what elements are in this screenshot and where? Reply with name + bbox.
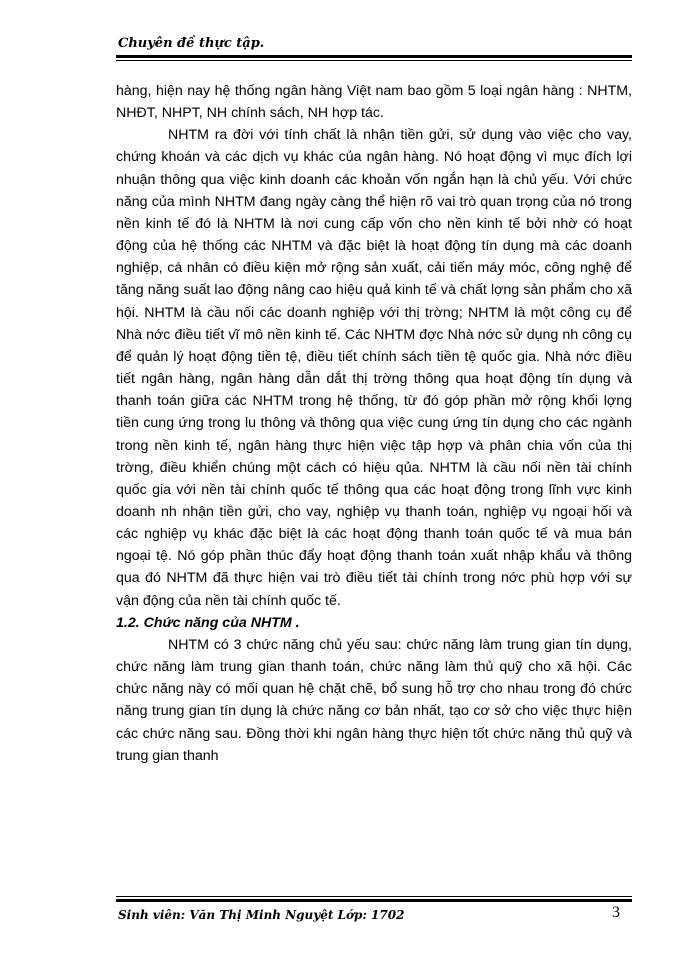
body-text	[116, 80, 632, 767]
header-title: Chuyên đề thực tập.	[118, 36, 265, 51]
page-number: 3	[612, 904, 620, 921]
footer-rule-thin	[116, 896, 632, 897]
footer-rule-thick	[116, 899, 632, 902]
header-rule-thick	[116, 55, 632, 58]
paragraph-3: NHTM có 3 chức năng chủ yếu sau: chức năng làm trung gian tín dụng, chức năng làm trung gian thanh toán, chức năng làm thủ quỹ cho xã hội. Các chức năng này có mối quan hệ chặt chẽ, bổ sung hỗ trợ cho nhau trong đó chức năng trung gian tín dụng là chức năng cơ bản nhất, tạo cơ sở cho việc thực hiện các chức năng sau. Đồng thời khi ngân hàng thực hiện tốt chức năng thủ quỹ và trung gian thanh	[116, 636, 632, 764]
section-heading: 1.2. Chức năng của NHTM .	[116, 614, 300, 631]
footer-student-info: Sinh viên: Văn Thị Minh Nguyệt Lớp: 1702	[118, 908, 405, 922]
paragraph-2: NHTM ra đời với tính chất là nhận tiền gửi, sử dụng vào việc cho vay, chứng khoán và các dịch vụ khác của ngân hàng. Nó hoạt động vì mục đích lợi nhuận thông qua việc kinh doanh các khoản vốn ngắn hạn là chủ yếu. Với chức năng của mình NHTM đang ngày càng thể hiện rõ vai trò quan trọng của nó trong nền kinh tế đó là NHTM là nơi cung cấp vốn cho nền kinh tế bởi nhờ có hoạt động của hệ thống các NHTM và đặc biệt là hoạt động tín dụng mà các doanh nghiệp, cá nhân có điều kiện mở rộng sản xuất, cải tiến máy móc, công nghệ để tăng năng suất lao động nâng cao hiệu quả kinh tế và chất lợng sản phẩm cho xã hội. NHTM là cầu nối các doanh nghiệp với thị trờng; NHTM là một công cụ để Nhà nớc điều tiết vĩ mô nền kinh tế. Các NHTM đợc Nhà nớc sử dụng nh công cụ để quản lý hoạt động tiền tệ, điều tiết chính sách tiền tệ quốc gia. Nhà nớc điều tiết ngân hàng, ngân hàng dẫn dắt thị trờng thông qua hoạt động tín dụng và thanh toán giữa các NHTM trong hệ thống, từ đó góp phần mở rộng khối lợng tiền cung ứng trong lu thông và thông qua việc cung ứng tín dụng cho các ngành trong nền kinh tế, ngân hàng thực hiện việc tập hợp và phân chia vốn của thị trờng, điều khiển chúng một cách có hiệu qủa. NHTM là cầu nối nền tài chính quốc gia với nền tài chính quốc tế thông qua các hoạt động trong lĩnh vực kinh doanh nh nhận tiền gửi, cho vay, nghiệp vụ thanh toán, nghiệp vụ ngoại hối và các nghiệp vụ khác đặc biệt là các hoạt động thanh toán quốc tế và mua bán ngoại tệ. Nó góp phần thúc đẩy hoạt động thanh toán xuất nhập khẩu và thông qua đó NHTM đã thực hiện vai trò điều tiết tài chính trong nớc phù hợp với sự vận động của nền tài chính quốc tế.	[116, 127, 632, 609]
header-rule-thin	[116, 60, 632, 61]
paragraph-1: hàng, hiện nay hệ thống ngân hàng Việt nam bao gồm 5 loại ngân hàng : NHTM, NHĐT, NHPT, NH chính sách, NH hợp tác.	[116, 83, 632, 122]
